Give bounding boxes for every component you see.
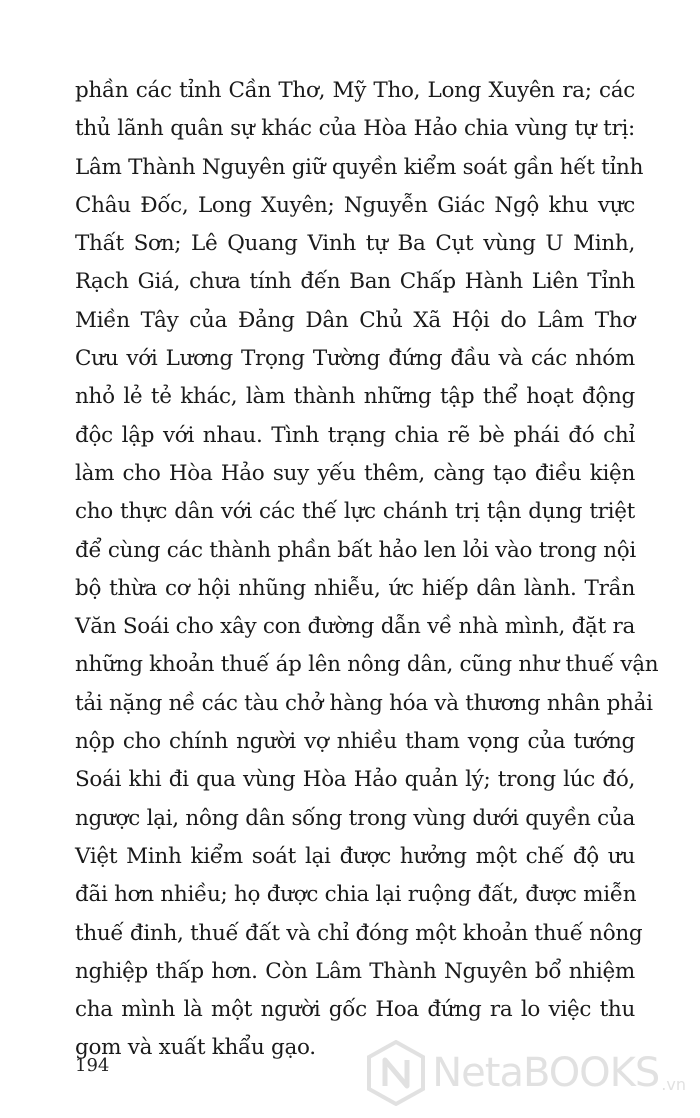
watermark-suffix: .vn [661,1075,686,1094]
text-line: thuế đinh, thuế đất và chỉ đóng một khoản thuế nông [75,920,643,946]
text-line: Châu Đốc, Long Xuyên; Nguyễn Giác Ngộ khu vực [75,192,635,218]
watermark-text: NetaBOOKS [432,1050,660,1096]
text-line: nhỏ lẻ tẻ khác, làm thành những tập thể hoạt động [75,384,635,410]
netabooks-logo-icon [366,1040,426,1106]
text-line: để cùng các thành phần bất hảo len lỏi vào trong nội [75,537,636,563]
text-line: nộp cho chính người vợ nhiều tham vọng của tướng [75,729,635,755]
text-line: bộ thừa cơ hội nhũng nhiễu, ức hiếp dân lành. Trần [75,575,635,601]
text-line: làm cho Hòa Hảo suy yếu thêm, càng tạo điều kiện [75,460,635,486]
text-line: Rạch Giá, chưa tính đến Ban Chấp Hành Liên Tỉnh [75,269,635,295]
text-line: đãi hơn nhiều; họ được chia lại ruộng đất, được miễn [75,882,637,908]
text-line: cho thực dân với các thế lực chánh trị tận dụng triệt [75,499,635,525]
text-line: Cưu với Lương Trọng Tường đứng đầu và các nhóm [75,346,635,372]
watermark [366,1038,686,1108]
text-line: Soái khi đi qua vùng Hòa Hảo quản lý; trong lúc đó, [75,767,635,793]
text-line: thủ lãnh quân sự khác của Hòa Hảo chia vùng tự trị: [75,116,635,142]
text-line: độc lập với nhau. Tình trạng chia rẽ bè phái đó chỉ [75,422,635,448]
text-line: ngược lại, nông dân sống trong vùng dưới quyền của [75,805,635,831]
text-line: Miền Tây của Đảng Dân Chủ Xã Hội do Lâm Thơ [75,307,635,333]
body-text [75,72,659,1068]
text-line: Lâm Thành Nguyên giữ quyền kiểm soát gần hết tỉnh [75,154,644,180]
text-line: phần các tỉnh Cần Thơ, Mỹ Tho, Long Xuyên ra; các [75,78,635,103]
text-line: Việt Minh kiểm soát lại được hưởng một chế độ ưu [75,843,635,869]
text-line: Văn Soái cho xây con đường dẫn về nhà mình, đặt ra [75,614,635,640]
page-number: 194 [75,1055,110,1076]
text-line: cha mình là một người gốc Hoa đứng ra lo việc thu [75,997,635,1023]
text-line-last: gom và xuất khẩu gạo. [75,1035,316,1061]
text-line: những khoản thuế áp lên nông dân, cũng như thuế vận [75,652,659,678]
text-line: tải nặng nề các tàu chở hàng hóa và thương nhân phải [75,690,653,716]
text-line: nghiệp thấp hơn. Còn Lâm Thành Nguyên bổ nhiệm [75,958,635,984]
text-line: Thất Sơn; Lê Quang Vinh tự Ba Cụt vùng U Minh, [75,231,635,257]
